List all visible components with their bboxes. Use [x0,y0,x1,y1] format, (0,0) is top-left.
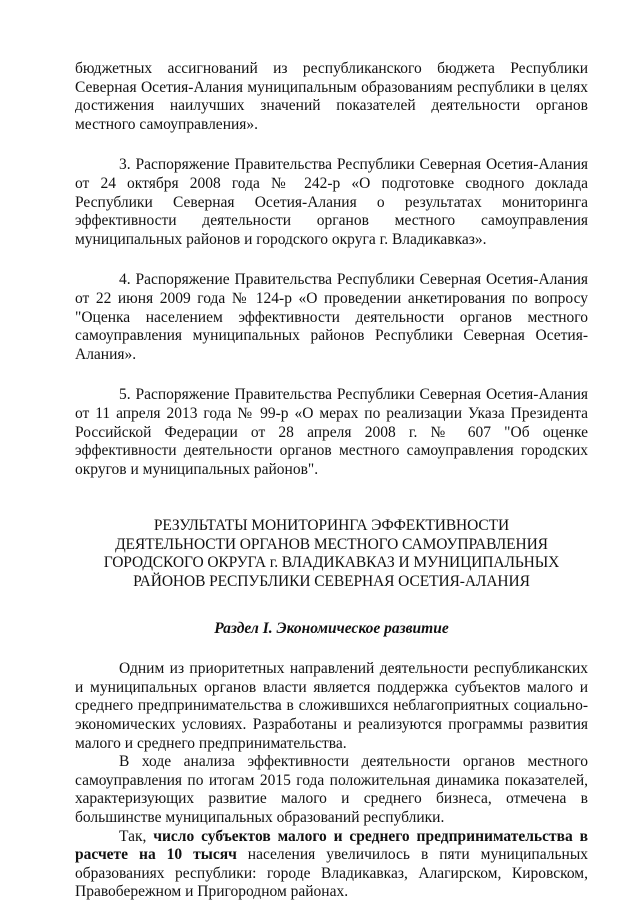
section-heading [75,517,588,591]
heading-line: РЕЗУЛЬТАТЫ МОНИТОРИНГА ЭФФЕКТИВНОСТИ [153,517,510,535]
list-item-4: 4. Распоряжение Правительства Республики Северная Осетия-Алания от 22 июня 2009 года № 124-р «О проведении анкетирования по вопросу "Оценка населением эффективности деятельности органов местного самоуправления муниципальных районов Республики Северная Осетия-Алания». [75,271,588,363]
section-title: Раздел I. Экономическое развитие [214,619,449,637]
heading-line: РАЙОНОВ РЕСПУБЛИКИ СЕВЕРНАЯ ОСЕТИЯ-АЛАНИЯ [133,573,530,591]
paragraph-lead: Так, [119,827,154,845]
list-item-5: 5. Распоряжение Правительства Республики Северная Осетия-Алания от 11 апреля 2013 года № 99-р «О мерах по реализации Указа Президента Российской Федерации от 28 апреля 2008 г. № 607 "Об оценке эффективности деятельности органов местного самоуправления городских округов и муниципальных районов". [75,386,588,478]
heading-line: ГОРОДСКОГО ОКРУГА г. ВЛАДИКАВКАЗ И МУНИЦИПАЛЬНЫХ [103,554,560,572]
document-page [75,60,588,902]
body-paragraph-1: Одним из приоритетных направлений деятельности республиканских и муниципальных органов власти является поддержка субъектов малого и среднего предпринимательства в сложившихся неблагоприятных социально-экономических условиях. Разработаны и реализуются программы развития малого и среднего предпринимательства. [75,660,588,752]
list-item-3: 3. Распоряжение Правительства Республики Северная Осетия-Алания от 24 октября 2008 года № 242-р «О подготовке сводного доклада Республики Северная Осетия-Алания о результатах мониторинга эффективности деятельности органов местного самоуправления муниципальных районов и городского округа г. Владикавказ». [75,156,588,248]
continuation-paragraph: бюджетных ассигнований из республиканского бюджета Республики Северная Осетия-Алания муниципальным образованиям республики в целях достижения наилучших значений показателей деятельности органов местного самоуправления». [75,60,588,133]
emphasized-text: число субъектов малого и среднего предпринимательства в расчете на 10 тысяч [75,827,588,864]
paragraph-rest: населения увеличилось в пяти муниципальных образованиях республики: городе Владикавказ, Алагирском, Кировском, Правобережном и Пригородном районах. [75,846,588,901]
body-paragraph-2: В ходе анализа эффективности деятельности органов местного самоуправления по итогам 2015 года положительная динамика показателей, характеризующих развитие малого и среднего бизнеса, отмечена в большинстве муниципальных образований республики. [75,753,588,826]
heading-line: ДЕЯТЕЛЬНОСТИ ОРГАНОВ МЕСТНОГО САМОУПРАВЛЕНИЯ [115,535,548,553]
body-paragraph-3 [75,828,588,902]
